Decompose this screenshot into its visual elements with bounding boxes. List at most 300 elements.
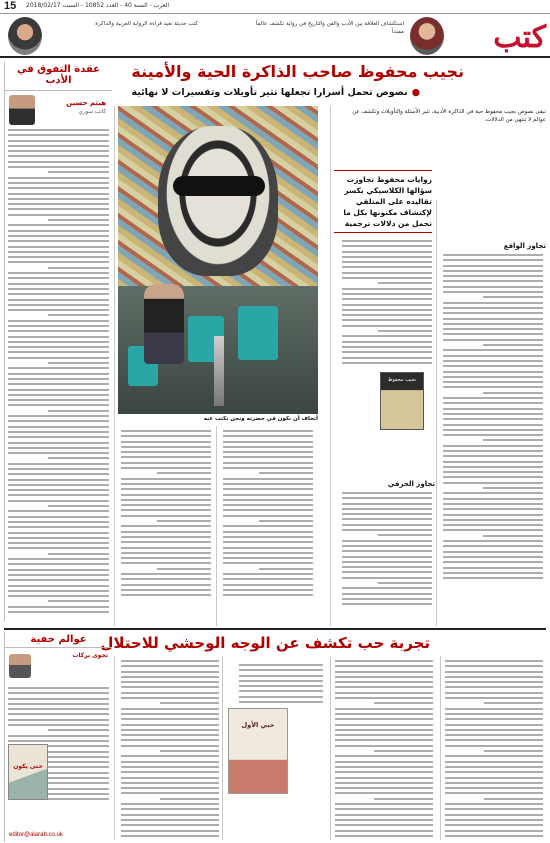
- text-line: [342, 550, 432, 552]
- text-line: [445, 787, 543, 789]
- column2-title: عوالم خفية: [5, 632, 112, 648]
- text-line: [121, 755, 219, 757]
- text-line: [335, 734, 433, 736]
- text-line: [8, 193, 109, 195]
- text-line: [223, 441, 313, 443]
- text-line: [342, 319, 432, 321]
- text-line: [8, 692, 109, 694]
- text-line: [121, 547, 211, 549]
- text-line: [443, 381, 543, 383]
- text-line: [8, 452, 109, 454]
- text-line: [121, 777, 219, 779]
- book-cover: [380, 372, 424, 430]
- text-line: [8, 436, 109, 438]
- text-line: [121, 745, 219, 747]
- text-line: [8, 378, 109, 380]
- body-lines: [442, 660, 546, 837]
- text-line: [121, 697, 219, 699]
- text-line: [443, 349, 543, 351]
- text-line: [443, 556, 543, 558]
- text-line: [342, 314, 432, 316]
- text-line: [48, 777, 109, 779]
- text-line: [335, 787, 433, 789]
- text-line: [121, 515, 211, 517]
- text-line: [443, 492, 543, 494]
- text-line: [443, 280, 543, 282]
- text-line: [121, 494, 211, 496]
- article-body-col-4: [118, 426, 214, 601]
- text-line: [8, 288, 109, 290]
- text-line: [121, 787, 219, 789]
- text-line: [374, 750, 433, 752]
- text-line: [223, 456, 313, 458]
- text-line: [223, 430, 313, 432]
- text-line: [445, 771, 543, 773]
- text-line: [8, 320, 109, 322]
- text-line: [374, 798, 433, 800]
- text-line: [445, 782, 543, 784]
- text-line: [335, 713, 433, 715]
- text-line: [443, 461, 543, 463]
- text-line: [259, 520, 313, 522]
- text-line: [223, 488, 313, 490]
- text-line: [335, 824, 433, 826]
- text-line: [121, 478, 211, 480]
- text-line: [8, 198, 109, 200]
- text-line: [121, 814, 219, 816]
- pull-quote: روايات محفوظ تجاوزت سؤالها الكلاسيكي بكسر تقاليده على المتلقي لإكتشاف مكنونها بكل ما تحمل من دلالات ترجمية: [334, 170, 432, 233]
- text-line: [335, 766, 433, 768]
- text-line: [342, 256, 432, 258]
- column-divider: [440, 656, 441, 840]
- text-line: [443, 386, 543, 388]
- text-line: [8, 277, 109, 279]
- text-line: [8, 256, 109, 258]
- text-line: [335, 660, 433, 662]
- text-line: [8, 484, 109, 486]
- text-line: [445, 814, 543, 816]
- text-line: [8, 166, 109, 168]
- text-line: [223, 584, 313, 586]
- text-line: [8, 373, 109, 375]
- text-line: [483, 535, 543, 537]
- text-line: [223, 541, 313, 543]
- text-line: [443, 355, 543, 357]
- text-line: [239, 664, 323, 666]
- text-line: [342, 540, 432, 542]
- article-intro: تبقى نصوص نجيب محفوظ حية في الذاكرة الأدبية، تثير الأسئلة والتأويلات وتكشف عن عوالم لا تنتهي من الدلالات.: [352, 109, 546, 123]
- text-line: [8, 463, 109, 465]
- text-line: [443, 577, 543, 579]
- text-line: [8, 299, 109, 301]
- text-line: [443, 402, 543, 404]
- text-line: [342, 603, 432, 605]
- text-line: [8, 304, 109, 306]
- text-line: [443, 429, 543, 431]
- text-line: [121, 830, 219, 832]
- text-line: [8, 224, 109, 226]
- text-line: [8, 203, 109, 205]
- text-line: [121, 488, 211, 490]
- text-line: [443, 413, 543, 415]
- text-line: [445, 830, 543, 832]
- text-line: [8, 404, 109, 406]
- text-line: [443, 259, 543, 261]
- text-line: [8, 510, 109, 512]
- text-line: [239, 696, 323, 698]
- text-line: [8, 698, 109, 700]
- body-lines: [339, 492, 435, 605]
- text-line: [8, 537, 109, 539]
- text-line: [48, 600, 109, 602]
- text-line: [8, 473, 109, 475]
- text-line: [445, 824, 543, 826]
- text-line: [223, 536, 313, 538]
- text-line: [335, 686, 433, 688]
- text-line: [48, 362, 109, 364]
- text-line: [483, 296, 543, 298]
- text-line: [8, 261, 109, 263]
- text-line: [443, 572, 543, 574]
- text-line: [445, 734, 543, 736]
- text-line: [378, 534, 432, 536]
- text-line: [121, 504, 211, 506]
- text-line: [484, 750, 543, 752]
- text-line: [342, 288, 432, 290]
- article2-body-col-2: [332, 656, 436, 838]
- text-line: [121, 676, 219, 678]
- text-line: [121, 536, 211, 538]
- text-line: [121, 531, 211, 533]
- text-line: [342, 529, 432, 531]
- text-line: [223, 589, 313, 591]
- text-line: [223, 573, 313, 575]
- text-line: [443, 466, 543, 468]
- text-line: [121, 819, 219, 821]
- text-line: [48, 505, 109, 507]
- text-line: [8, 579, 109, 581]
- text-line: [342, 325, 432, 327]
- body-lines: [118, 660, 222, 837]
- text-line: [8, 547, 109, 549]
- text-line: [8, 526, 109, 528]
- text-line: [121, 665, 219, 667]
- text-line: [121, 441, 211, 443]
- text-line: [8, 251, 109, 253]
- text-line: [8, 208, 109, 210]
- text-line: [335, 724, 433, 726]
- text-line: [160, 798, 219, 800]
- text-line: [223, 494, 313, 496]
- text-line: [8, 735, 109, 737]
- text-line: [342, 346, 432, 348]
- text-line: [121, 562, 211, 564]
- text-line: [335, 697, 433, 699]
- text-line: [443, 408, 543, 410]
- text-line: [8, 161, 109, 163]
- paper-info: العرب - السنة 40 - العدد 10852 - السبت 2018/02/17: [26, 2, 169, 9]
- text-line: [443, 514, 543, 516]
- text-line: [121, 835, 219, 837]
- text-line: [48, 267, 109, 269]
- text-line: [335, 665, 433, 667]
- text-line: [121, 573, 211, 575]
- subheading-2: تجاوز الحرفي: [387, 480, 435, 488]
- text-line: [121, 584, 211, 586]
- text-line: [443, 418, 543, 420]
- text-line: [121, 792, 219, 794]
- text-line: [8, 351, 109, 353]
- text-line: [8, 542, 109, 544]
- text-line: [443, 307, 543, 309]
- text-line: [335, 814, 433, 816]
- text-line: [8, 590, 109, 592]
- text-line: [48, 457, 109, 459]
- text-line: [121, 589, 211, 591]
- text-line: [121, 724, 219, 726]
- text-line: [443, 360, 543, 362]
- text-line: [443, 333, 543, 335]
- text-line: [445, 692, 543, 694]
- author-box: [5, 95, 112, 125]
- text-line: [8, 431, 109, 433]
- text-line: [443, 318, 543, 320]
- text-line: [445, 660, 543, 662]
- text-line: [445, 718, 543, 720]
- text-line: [335, 808, 433, 810]
- text-line: [342, 577, 432, 579]
- promo-text-left: كتب حديثة تعيد قراءة الرواية العربية والذاكرة: [95, 21, 198, 27]
- text-line: [443, 376, 543, 378]
- text-line: [8, 606, 109, 608]
- text-line: [121, 456, 211, 458]
- body-lines: [236, 664, 326, 703]
- text-line: [223, 478, 313, 480]
- section-title: كتب: [493, 20, 546, 55]
- text-line: [48, 553, 109, 555]
- text-line: [342, 545, 432, 547]
- text-line: [443, 471, 543, 473]
- text-line: [335, 745, 433, 747]
- text-line: [8, 272, 109, 274]
- text-line: [157, 520, 211, 522]
- text-line: [239, 685, 323, 687]
- text-line: [259, 472, 313, 474]
- author-name: هيثم حسين: [66, 99, 106, 107]
- text-line: [8, 719, 109, 721]
- text-line: [335, 761, 433, 763]
- text-line: [8, 740, 109, 742]
- text-line: [342, 503, 432, 505]
- section-rule: [4, 628, 546, 630]
- mural-glasses: [173, 176, 265, 196]
- article-body-col-3: [339, 434, 435, 624]
- text-line: [443, 567, 543, 569]
- text-line: [8, 724, 109, 726]
- promo-text-right: استكشاف العلاقة بين الأدب والفن والتاريخ في رواية تكشف عالماً ممتداً: [255, 21, 404, 35]
- text-line: [121, 509, 211, 511]
- text-line: [335, 835, 433, 837]
- text-line: [443, 397, 543, 399]
- text-line: [443, 455, 543, 457]
- article2-body-col-1: [442, 656, 546, 838]
- page-number: 15: [4, 0, 17, 12]
- text-line: [121, 766, 219, 768]
- text-line: [157, 472, 211, 474]
- text-line: [121, 681, 219, 683]
- text-line: [443, 371, 543, 373]
- text-line: [8, 468, 109, 470]
- text-line: [443, 529, 543, 531]
- column-divider: [436, 200, 437, 626]
- text-line: [8, 558, 109, 560]
- text-line: [160, 750, 219, 752]
- text-line: [335, 676, 433, 678]
- text-line: [443, 540, 543, 542]
- text-line: [121, 686, 219, 688]
- body-lines: [220, 430, 316, 596]
- page-header: [0, 0, 550, 14]
- text-line: [342, 277, 432, 279]
- text-line: [483, 344, 543, 346]
- text-line: [443, 424, 543, 426]
- text-line: [342, 362, 432, 364]
- text-line: [335, 729, 433, 731]
- text-line: [121, 430, 211, 432]
- text-line: [223, 462, 313, 464]
- text-line: [342, 245, 432, 247]
- text-line: [8, 479, 109, 481]
- text-line: [8, 516, 109, 518]
- text-line: [121, 824, 219, 826]
- text-line: [445, 761, 543, 763]
- column2-author: نجوى بركات: [72, 652, 108, 659]
- text-line: [121, 692, 219, 694]
- text-line: [342, 513, 432, 515]
- text-line: [342, 508, 432, 510]
- promo-photo-left: [8, 17, 42, 55]
- text-line: [157, 568, 211, 570]
- text-line: [121, 446, 211, 448]
- text-line: [335, 803, 433, 805]
- text-line: [443, 291, 543, 293]
- text-line: [443, 434, 543, 436]
- text-line: [374, 702, 433, 704]
- text-line: [8, 293, 109, 295]
- text-line: [445, 803, 543, 805]
- cafe-chair: [238, 306, 278, 360]
- text-line: [342, 309, 432, 311]
- text-line: [121, 499, 211, 501]
- text-line: [121, 435, 211, 437]
- text-line: [223, 552, 313, 554]
- text-line: [8, 230, 109, 232]
- text-line: [8, 574, 109, 576]
- text-line: [443, 498, 543, 500]
- text-line: [223, 509, 313, 511]
- book-cover-2: [8, 744, 48, 800]
- opinion-column-2: [4, 632, 112, 842]
- text-line: [443, 323, 543, 325]
- text-line: [342, 261, 432, 263]
- article-body-col-2: [339, 236, 435, 368]
- column2-author-photo: [9, 654, 31, 678]
- text-line: [8, 346, 109, 348]
- text-line: [121, 771, 219, 773]
- text-line: [8, 489, 109, 491]
- text-line: [342, 351, 432, 353]
- text-line: [342, 357, 432, 359]
- text-line: [239, 690, 323, 692]
- text-line: [8, 150, 109, 152]
- text-line: [445, 676, 543, 678]
- text-line: [121, 557, 211, 559]
- text-line: [483, 392, 543, 394]
- column-body: [5, 129, 112, 613]
- subheading-1: تجاوز الواقع: [503, 242, 546, 250]
- body-lines: [332, 660, 436, 837]
- text-line: [8, 240, 109, 242]
- book-cover-title: نجيب محفوظ: [387, 377, 417, 383]
- text-line: [342, 598, 432, 600]
- text-line: [342, 341, 432, 343]
- main-photo: [118, 106, 318, 414]
- text-line: [121, 734, 219, 736]
- text-line: [121, 483, 211, 485]
- text-line: [342, 593, 432, 595]
- text-line: [335, 792, 433, 794]
- text-line: [443, 519, 543, 521]
- column2-email: editor@alarab.co.uk: [9, 832, 63, 838]
- text-line: [223, 467, 313, 469]
- text-line: [121, 671, 219, 673]
- text-line: [8, 145, 109, 147]
- text-line: [8, 336, 109, 338]
- text-line: [48, 171, 109, 173]
- text-line: [8, 687, 109, 689]
- text-line: [8, 611, 109, 613]
- text-line: [8, 134, 109, 136]
- column-divider: [330, 656, 331, 840]
- text-line: [8, 420, 109, 422]
- text-line: [335, 777, 433, 779]
- text-line: [239, 675, 323, 677]
- text-line: [483, 487, 543, 489]
- text-line: [342, 561, 432, 563]
- text-line: [121, 782, 219, 784]
- text-line: [223, 515, 313, 517]
- text-line: [121, 525, 211, 527]
- book-cover-2-title: حتى يكون: [13, 763, 43, 770]
- text-line: [443, 286, 543, 288]
- text-line: [483, 439, 543, 441]
- text-line: [443, 254, 543, 256]
- text-line: [8, 129, 109, 131]
- book-cover-3: [228, 708, 288, 794]
- text-line: [8, 569, 109, 571]
- text-line: [8, 140, 109, 142]
- column-title: عقدة التفوق في الأدب: [5, 62, 112, 91]
- text-line: [342, 524, 432, 526]
- text-line: [223, 435, 313, 437]
- text-line: [335, 708, 433, 710]
- mural-face: [158, 126, 278, 276]
- text-line: [8, 214, 109, 216]
- text-line: [8, 246, 109, 248]
- hookah: [214, 336, 224, 406]
- text-line: [335, 782, 433, 784]
- text-line: [445, 835, 543, 837]
